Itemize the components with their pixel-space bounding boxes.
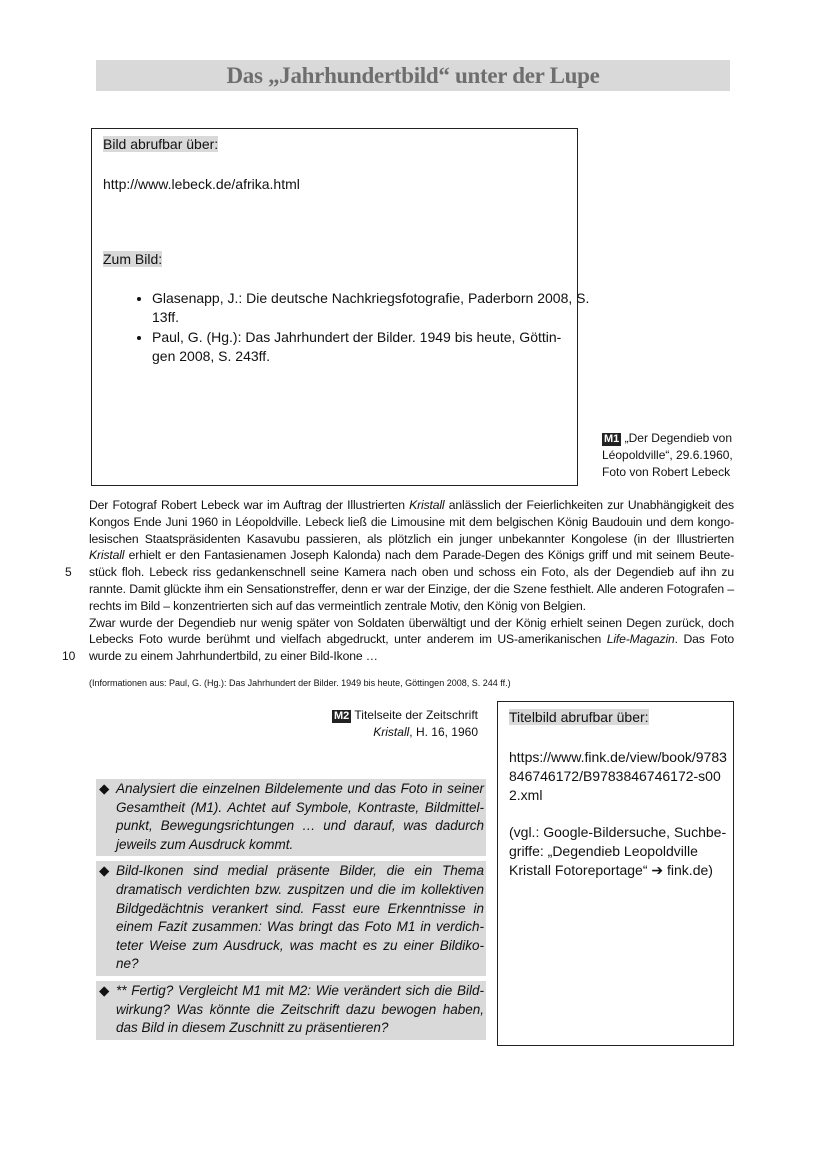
source-note: (Informationen aus: Paul, G. (Hg.): Das Jahrhundert der Bilder. 1949 bis heute, Göttingen 2008, S. 244 ff.) [89, 678, 511, 688]
reference-item: • Paul, G. (Hg.): Das Jahrhundert der Bilder. 1949 bis heute, Göttin-gen 2008, S. 243ff. [152, 328, 612, 366]
task-list [96, 779, 486, 1045]
paragraph-2: Zwar wurde der Degendieb nur wenig später von Soldaten überwältigt und der König erhielt seinen Degen zurück, doch Lebecks Foto wurde berühmt und vielfach abgedruckt, unter anderem im US-amerikanischen Life-Magazin. Das Foto wurde zu einem Jahrhundertbild, zu einer Bild-Ikone … [89, 615, 735, 664]
reference-item: • Glasenapp, J.: Die deutsche Nachkriegsfotografie, Paderborn 2008, S. 13ff. [152, 289, 612, 327]
m2-caption: M2 Titelseite der Zeitschrift Kristall, H. 16, 1960 [334, 708, 478, 739]
m2-tag: M2 [334, 710, 350, 722]
image-source-box-m1 [91, 128, 590, 486]
cover-source-heading: Titelbild abrufbar über: [509, 709, 649, 725]
paragraph-1: Der Fotograf Robert Lebeck war im Auftrag der Illustrierten Kristall anlässlich der Feierlichkeiten zur Unabhängigkeit des Kongos Ende Juni 1960 in Léopoldville. Lebeck ließ die Limousine mit dem belgischen König Baudouin und dem kongo-lesischen Staatspräsidenten Kasavubu passieren, als plötzlich ein junger unbekannter Kongolese (in der Illustrierten Kristall erhielt er den Fantasienamen Joseph Kalonda) nach dem Parade-Degen des Königs griff und mit seinem Beute-stück floh. Lebeck riss gedankenschnell seine Kamera nach oben und schoss ein Foto, als der Degendieb auf ihn zu rannte. Damit glückte ihm ein Sensationstreffer, denn er war der Einzige, der die Szene festhielt. Alle anderen Fotografen – rechts im Bild – konzentrierten sich auf das vermeintlich zentrale Motiv, den König von Belgien. [89, 498, 734, 613]
m1-caption [602, 430, 742, 481]
reference-list [126, 289, 612, 366]
diamond-bullet-icon: ◆ [99, 982, 110, 998]
line-number: 5 [65, 565, 72, 579]
search-hint: (vgl.: Google-Bildersuche, Suchbe-griffe: „Degendieb Leopoldville Kristall Fotoreportage“ ➔ fink.de) [509, 824, 727, 878]
diamond-bullet-icon: ◆ [99, 781, 110, 796]
m1-tag: M1 [604, 433, 620, 445]
task-item: ◆ Bild-Ikonen sind medial präsente Bilder, die ein Thema dramatisch verdichten bzw. zuspitzen und die im kollektiven Bildgedächtnis verankert sind. Fasst eure Erkenntnisse in einem Fazit zusammen: Was bringt das Foto M1 in verdich-teter Weise zum Ausdruck, was macht es zu einer Bildiko-ne? [96, 861, 486, 976]
line-number: 10 [62, 649, 76, 663]
image-source-box-m2 [497, 701, 734, 1046]
page-title: Das „Jahrhundertbild“ unter der Lupe [96, 60, 730, 91]
m1-caption-text: „Der Degendieb von Léopoldville“, 29.6.1960, Foto von Robert Lebeck [602, 431, 733, 479]
about-image-heading: Zum Bild: [103, 251, 163, 267]
cover-source-link[interactable]: https://www.fink.de/view/book/9783846746172/B9783846746172-s002.xml [509, 749, 727, 803]
image-source-link[interactable]: http://www.lebeck.de/afrika.html [103, 176, 300, 192]
task-item: ◆ Analysiert die einzelnen Bildelemente und das Foto in seiner Gesamtheit (M1). Achtet auf Symbole, Kontraste, Bildmittel-punkt, Bewegungsrichtungen … und darauf, was dadurch jeweils zum Ausdruck kommt. [96, 779, 486, 856]
article-text [89, 497, 734, 665]
image-source-heading: Bild abrufbar über: [103, 136, 219, 152]
task-item: ◆ ** Fertig? Vergleicht M1 mit M2: Wie verändert sich die Bild-wirkung? Was könnte die Zeitschrift dazu bewogen haben, das Bild in diesem Zuschnitt zu präsentieren? [96, 981, 486, 1040]
diamond-bullet-icon: ◆ [99, 863, 110, 879]
